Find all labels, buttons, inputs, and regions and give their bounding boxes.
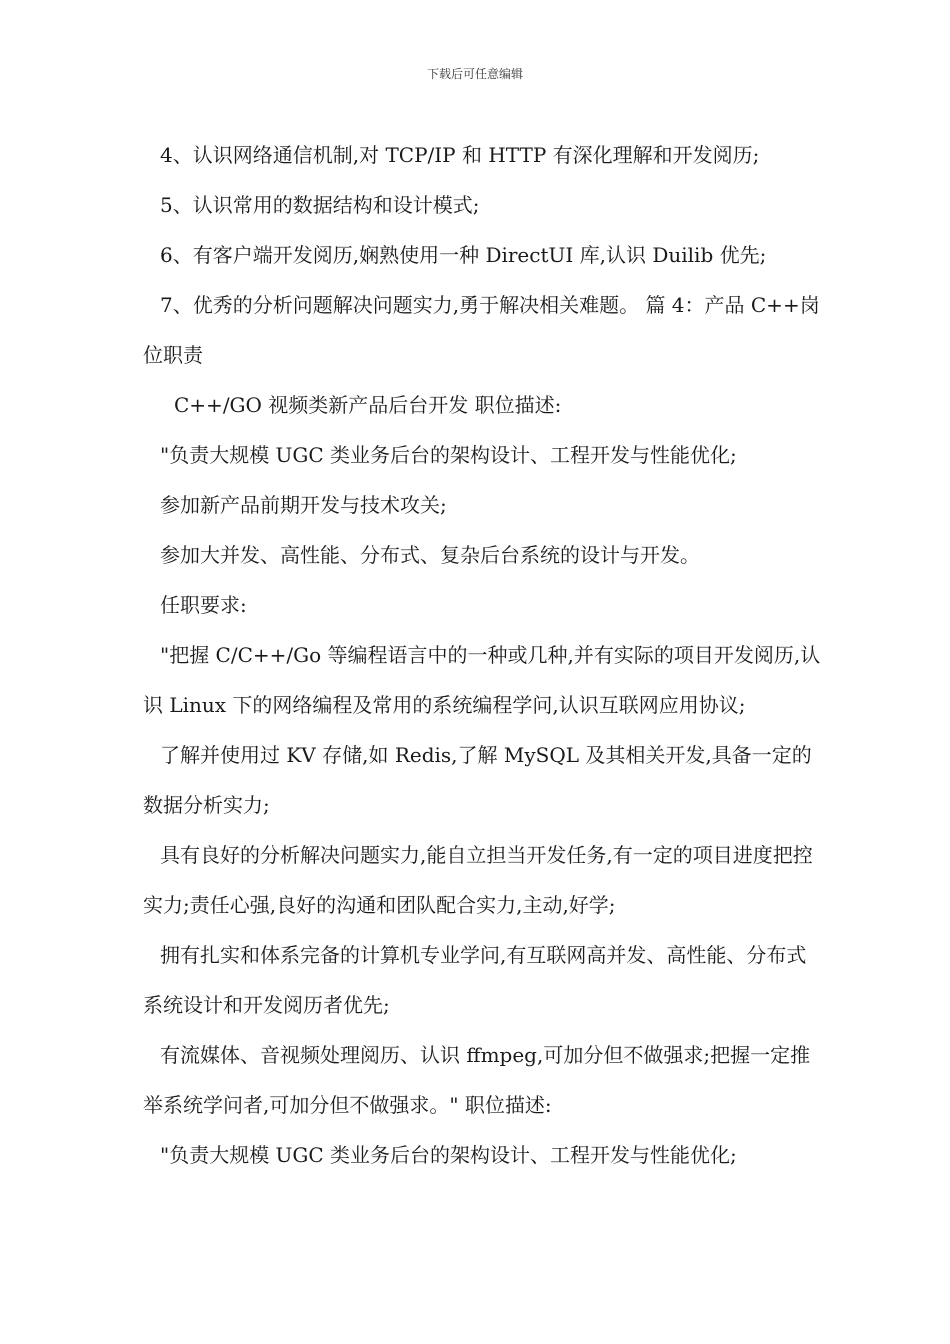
paragraph-qualification-3: 具有良好的分析解决问题实力,能自立担当开发任务,有一定的项目进度把控实力;责任心强,良好的沟通和团队配合实力,主动,好学; — [143, 843, 813, 917]
document-body — [143, 130, 823, 1180]
paragraph-duty-3: 参加大并发、高性能、分布式、复杂后台系统的设计与开发。 — [160, 543, 700, 567]
paragraph-requirement-5: 5、认识常用的数据结构和设计模式; — [160, 193, 480, 217]
paragraph-requirement-6: 6、有客户端开发阅历,娴熟使用一种 DirectUI 库,认识 Duilib 优先; — [160, 243, 767, 267]
paragraph-qualification-2: 了解并使用过 KV 存储,如 Redis,了解 MySQL 及其相关开发,具备一定的数据分析实力; — [143, 743, 812, 817]
paragraph-requirement-7: 7、优秀的分析问题解决问题实力,勇于解决相关难题。 篇 4：产品 C++岗位职责 — [143, 293, 820, 367]
paragraph-requirements-heading: 任职要求: — [160, 593, 247, 617]
page-header: 下载后可任意编辑 — [426, 67, 523, 81]
paragraph-duty-1: "负责大规模 UGC 类业务后台的架构设计、工程开发与性能优化; — [160, 443, 737, 467]
paragraph-qualification-1: "把握 C/C++/Go 等编程语言中的一种或几种,并有实际的项目开发阅历,认识 Linux 下的网络编程及常用的系统编程学问,认识互联网应用协议; — [143, 643, 821, 717]
paragraph-job-title: C++/GO 视频类新产品后台开发 职位描述: — [174, 393, 562, 417]
paragraph-requirement-4: 4、认识网络通信机制,对 TCP/IP 和 HTTP 有深化理解和开发阅历; — [160, 143, 760, 167]
paragraph-duty-repeat: "负责大规模 UGC 类业务后台的架构设计、工程开发与性能优化; — [160, 1143, 737, 1167]
paragraph-qualification-4: 拥有扎实和体系完备的计算机专业学问,有互联网高并发、高性能、分布式系统设计和开发阅历者优先; — [143, 943, 807, 1017]
paragraph-qualification-5: 有流媒体、音视频处理阅历、认识 ffmpeg,可加分但不做强求;把握一定推举系统学问者,可加分但不做强求。" 职位描述: — [143, 1043, 811, 1117]
paragraph-duty-2: 参加新产品前期开发与技术攻关; — [160, 493, 447, 517]
